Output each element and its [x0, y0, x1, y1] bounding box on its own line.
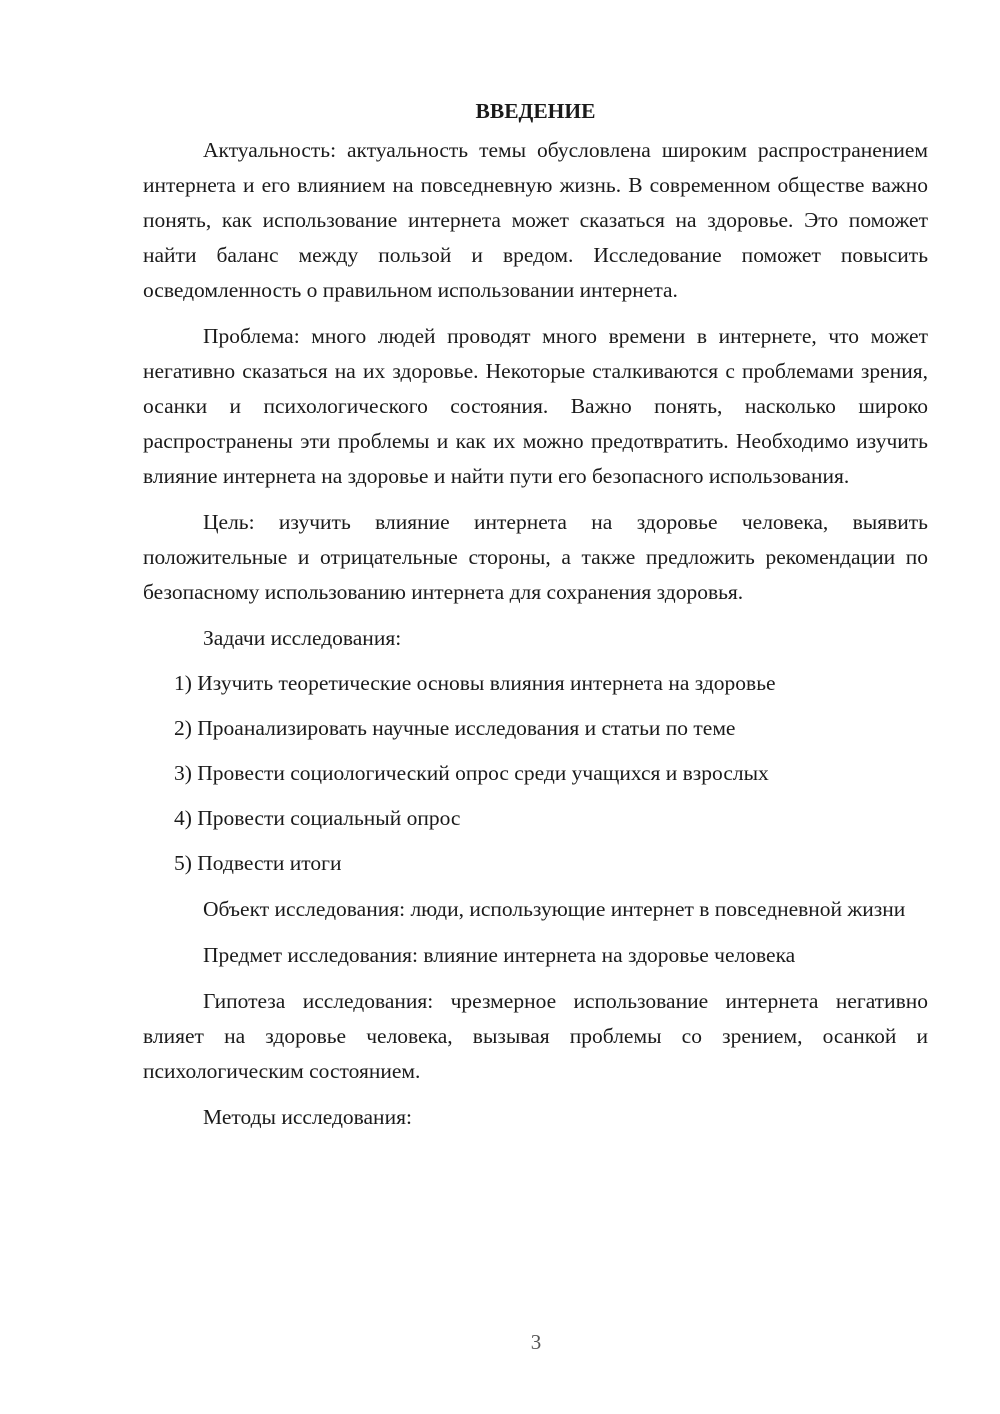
list-item: 3) Провести социологический опрос среди учащихся и взрослых — [174, 761, 769, 785]
section-title: ВВЕДЕНИЕ — [475, 99, 596, 123]
paragraph-relevance: Актуальность: актуальность темы обусловлена широким распространением интернета и его влиянием на повседневную жизнь. В современном обществе важно понять, как использование интернета может сказаться на здоровье. Это поможет найти баланс между пользой и вредом. Исследование поможет повысить осведомленность о правильном использовании интернета. — [143, 138, 928, 302]
list-item: 5) Подвести итоги — [174, 851, 342, 875]
paragraph-hypothesis: Гипотеза исследования: чрезмерное использование интернета негативно влияет на здоровье человека, вызывая проблемы со зрением, осанкой и психологическим состоянием. — [143, 989, 928, 1083]
tasks-heading: Задачи исследования: — [203, 626, 402, 650]
paragraph-goal: Цель: изучить влияние интернета на здоровье человека, выявить положительные и отрицательные стороны, а также предложить рекомендации по безопасному использованию интернета для сохранения здоровья. — [143, 510, 928, 604]
page-number: 3 — [530, 1330, 542, 1354]
list-item: 2) Проанализировать научные исследования и статьи по теме — [174, 716, 736, 740]
paragraph-methods: Методы исследования: — [203, 1105, 412, 1129]
paragraph-subject: Предмет исследования: влияние интернета на здоровье человека — [203, 943, 796, 967]
paragraph-object: Объект исследования: люди, использующие интернет в повседневной жизни — [203, 897, 906, 921]
document-page — [143, 96, 928, 1135]
list-item: 4) Провести социальный опрос — [174, 806, 461, 830]
tasks-list — [143, 666, 928, 881]
paragraph-problem: Проблема: много людей проводят много времени в интернете, что может негативно сказаться на их здоровье. Некоторые сталкиваются с проблемами зрения, осанки и психологического состояния. Важно понять, насколько широко распространены эти проблемы и как их можно предотвратить. Необходимо изучить влияние интернета на здоровье и найти пути его безопасного использования. — [143, 324, 928, 488]
list-item: 1) Изучить теоретические основы влияния интернета на здоровье — [174, 671, 776, 695]
